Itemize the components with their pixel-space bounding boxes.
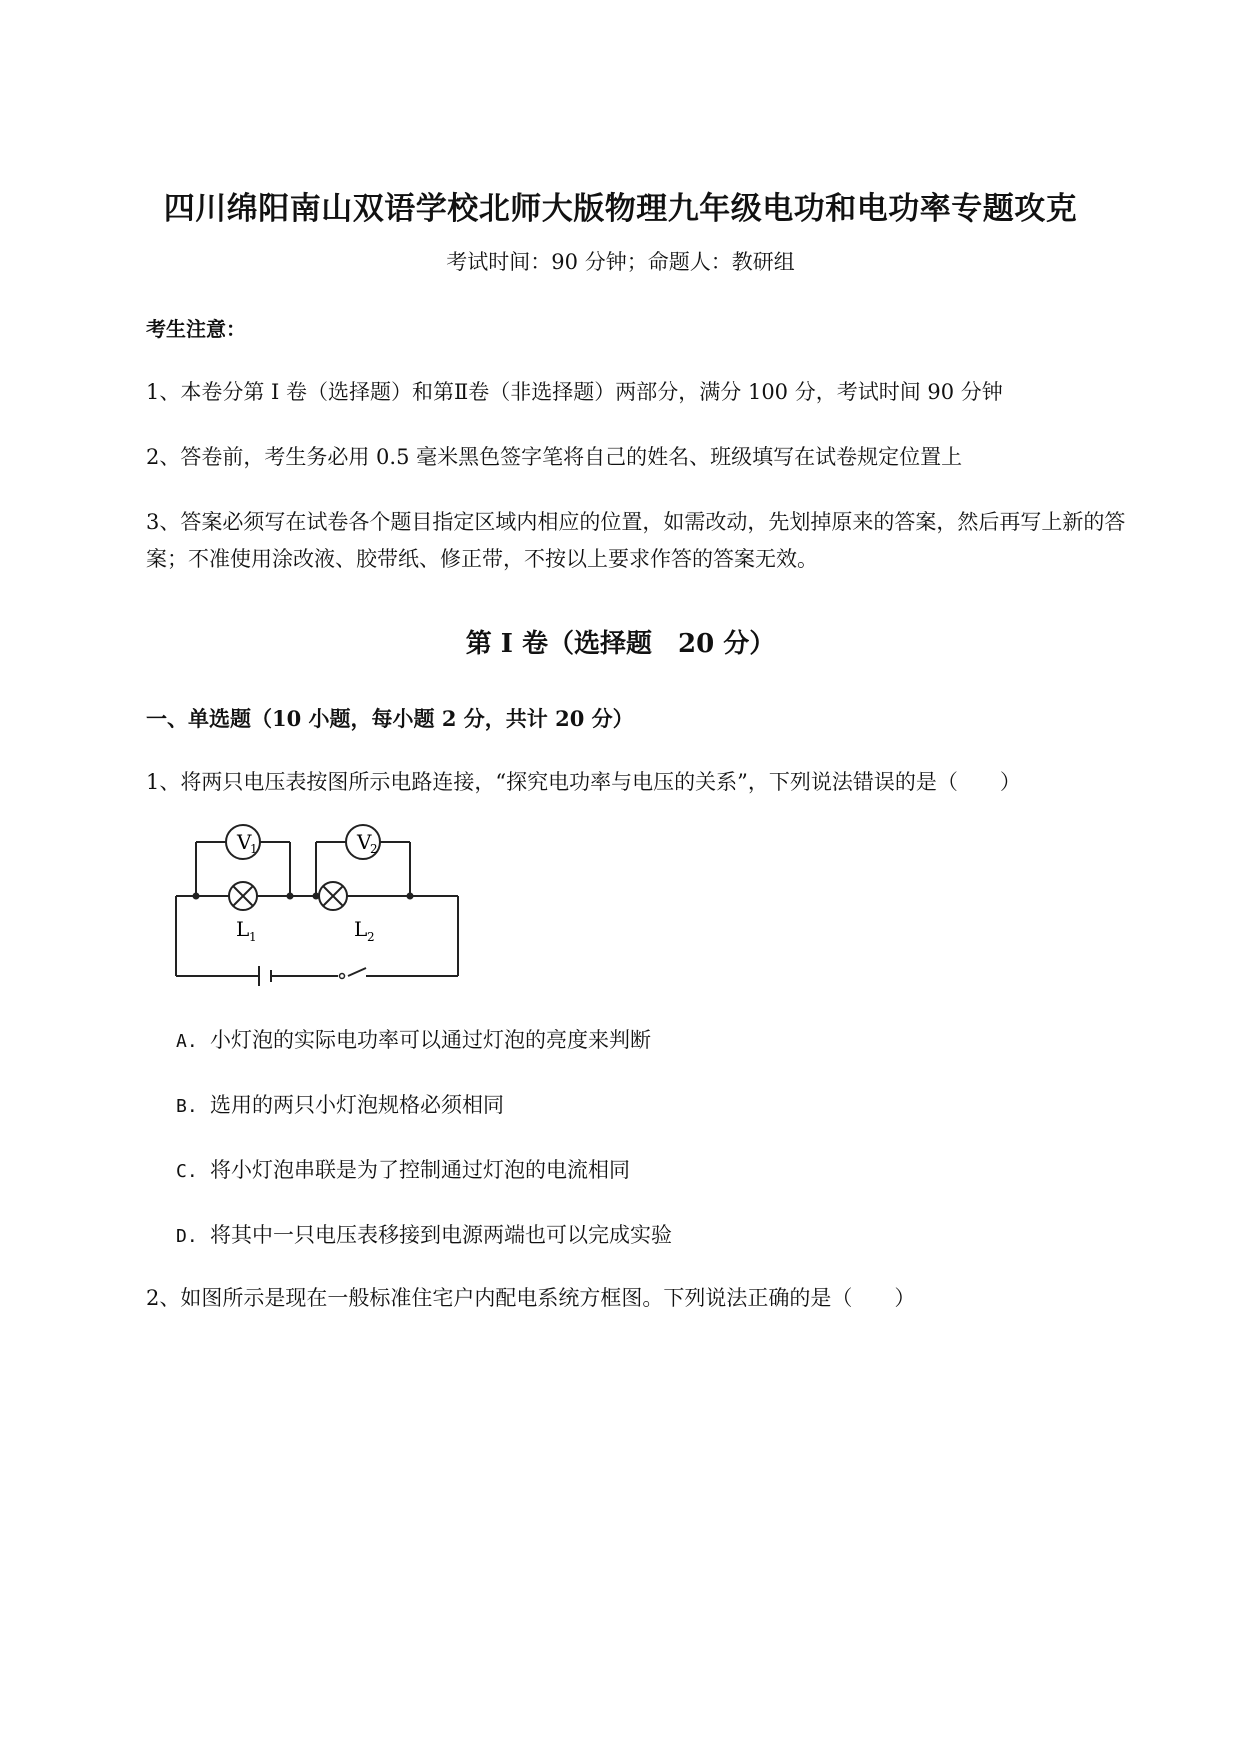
question-1-option-d[interactable]: [176, 1219, 672, 1249]
option-letter: A.: [176, 1031, 198, 1052]
svg-text:V: V: [237, 830, 252, 854]
question-1-option-b[interactable]: [176, 1089, 504, 1119]
svg-text:L: L: [354, 917, 368, 941]
option-text: 选用的两只小灯泡规格必须相同: [210, 1093, 504, 1117]
option-letter: C.: [176, 1161, 198, 1182]
question-1-stem: 1、将两只电压表按图所示电路连接，“探究电功率与电压的关系”，下列说法错误的是（ ）: [146, 770, 1021, 794]
lamp-l2: [319, 882, 375, 944]
voltmeter-v2: [346, 825, 380, 859]
option-text: 小灯泡的实际电功率可以通过灯泡的亮度来判断: [210, 1028, 651, 1052]
svg-text:L: L: [236, 917, 250, 941]
notice-item-1: 1、本卷分第 I 卷（选择题）和第Ⅱ卷（非选择题）两部分，满分 100 分，考试时间 90 分钟: [146, 380, 1003, 404]
option-text: 将小灯泡串联是为了控制通过灯泡的电流相同: [210, 1158, 630, 1182]
notice-item-2: 2、答卷前，考生务必用 0.5 毫米黑色签字笔将自己的姓名、班级填写在试卷规定位置上: [146, 445, 963, 469]
option-text: 将其中一只电压表移接到电源两端也可以完成实验: [210, 1223, 672, 1247]
notice-heading: 考生注意：: [146, 317, 246, 341]
svg-text:1: 1: [250, 842, 258, 856]
svg-text:1: 1: [249, 930, 257, 944]
question-1-option-a[interactable]: [176, 1024, 651, 1054]
voltmeter-v1: [226, 825, 260, 859]
page-title: 四川绵阳南山双语学校北师大版物理九年级电功和电功率专题攻克: [163, 191, 1078, 227]
switch-contact-left: [340, 974, 345, 979]
svg-text:V: V: [357, 830, 372, 854]
part-heading: 一、单选题（10 小题，每小题 2 分，共计 20 分）: [146, 706, 634, 731]
notice-item-3: 3、答案必须写在试卷各个题目指定区域内相应的位置，如需改动，先划掉原来的答案，然后再写上新的答案；不准使用涂改液、胶带纸、修正带，不按以上要求作答的答案无效。: [146, 510, 1126, 571]
question-1-option-c[interactable]: [176, 1154, 630, 1184]
option-letter: D.: [176, 1226, 198, 1247]
circuit-diagram: [170, 818, 470, 990]
lamp-l1: [229, 882, 257, 944]
exam-info: 考试时间：90 分钟；命题人：教研组: [446, 250, 795, 274]
svg-text:2: 2: [367, 930, 375, 944]
section-title: 第 I 卷（选择题 20 分）: [465, 629, 776, 659]
option-letter: B.: [176, 1096, 198, 1117]
question-2-stem: 2、如图所示是现在一般标准住宅户内配电系统方框图。下列说法正确的是（ ）: [146, 1286, 916, 1310]
svg-text:2: 2: [370, 842, 378, 856]
